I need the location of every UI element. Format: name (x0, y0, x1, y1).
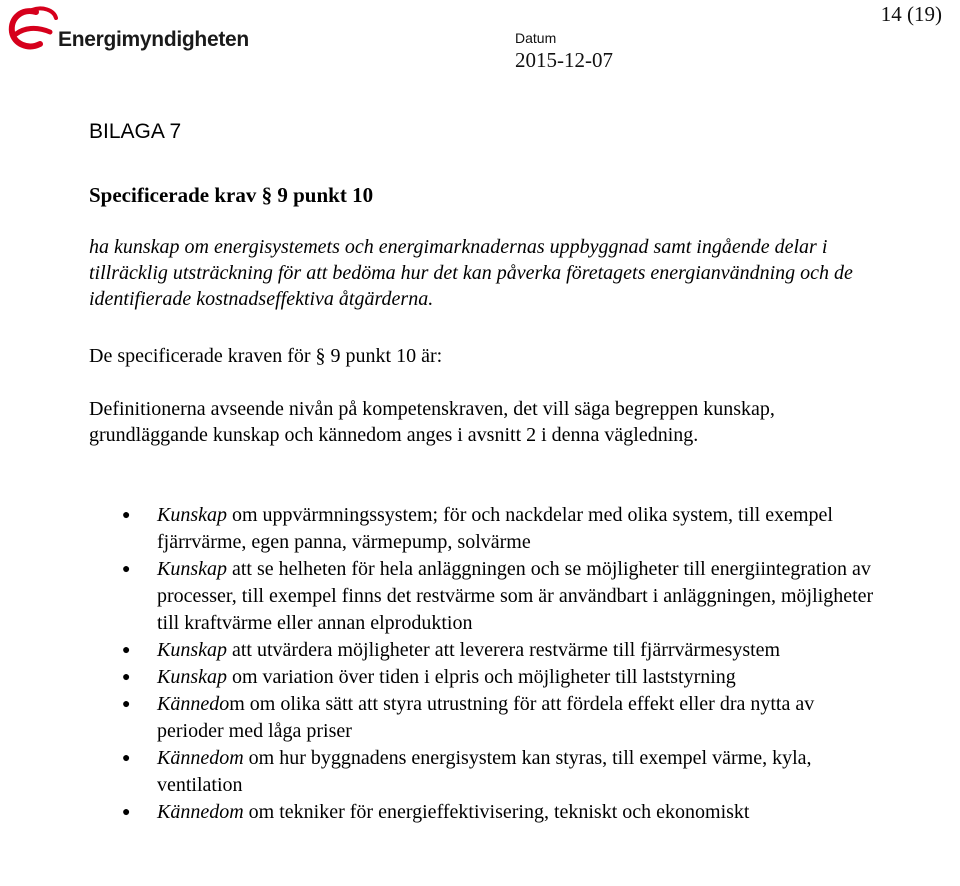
requirements-list (89, 502, 879, 826)
list-item (89, 745, 879, 799)
definitions-paragraph: Definitionerna avseende nivån på kompetenskraven, det vill säga begreppen kunskap, grundläggande kunskap och kännedom anges i avsnitt 2 i denna vägledning. (89, 398, 775, 446)
list-item (89, 799, 879, 826)
requirement-keyword: Kunskap (157, 558, 227, 580)
requirement-keyword: Kännedom (157, 747, 244, 769)
requirement-text: att utvärdera möjligheter att leverera restvärme till fjärrvärmesystem (227, 639, 781, 661)
date-value: 2015-12-07 (515, 48, 613, 72)
requirement-keyword: Kännedom (157, 801, 244, 823)
requirement-keyword: Kunskap (157, 666, 227, 688)
energimyndigheten-logo (6, 4, 249, 54)
list-item (89, 691, 879, 745)
page-number: 14 (19) (880, 2, 942, 26)
list-item (89, 664, 879, 691)
bullet-dot-icon: ● (122, 805, 131, 820)
requirement-keyword: Kännedo (157, 693, 230, 715)
intro-paragraph: ha kunskap om energisystemets och energimarknadernas uppbyggnad samt ingående delar i tillräcklig utsträckning för att bedöma hur det kan påverka företagets energianvändning och de identifierade kostnadseffektiva åtgärderna. (89, 236, 853, 310)
bullet-dot-icon: ● (122, 562, 131, 577)
bullet-dot-icon: ● (122, 508, 131, 523)
requirement-text: om variation över tiden i elpris och möjligheter till laststyrning (227, 666, 736, 688)
bullet-dot-icon: ● (122, 751, 131, 766)
bullet-dot-icon: ● (122, 697, 131, 712)
requirement-text: om hur byggnadens energisystem kan styras, till exempel värme, kyla, ventilation (157, 747, 812, 796)
logo-wordmark: Energimyndigheten (58, 28, 249, 51)
requirement-keyword: Kunskap (157, 504, 227, 526)
logo-swoosh-icon (6, 4, 62, 54)
requirement-text: om tekniker för energieffektivisering, tekniskt och ekonomiskt (243, 801, 750, 823)
list-item (89, 556, 879, 637)
requirement-keyword: Kunskap (157, 639, 227, 661)
requirement-text: att se helheten för hela anläggningen och se möjligheter till energiintegration av processer, till exempel finns det restvärme som är användbart i anläggningen, möjligheter till kraftvärme eller annan elproduktion (157, 558, 874, 634)
lead-sentence: De specificerade kraven för § 9 punkt 10 är: (89, 345, 443, 367)
requirement-text: m om olika sätt att styra utrustning för att fördela effekt eller dra nytta av perioder med låga priser (157, 693, 815, 742)
list-item (89, 502, 879, 556)
bullet-dot-icon: ● (122, 643, 131, 658)
section-heading: Specificerade krav § 9 punkt 10 (89, 183, 374, 207)
requirement-text: om uppvärmningssystem; för och nackdelar med olika system, till exempel fjärrvärme, egen panna, värmepump, solvärme (157, 504, 833, 553)
bullet-dot-icon: ● (122, 670, 131, 685)
list-item (89, 637, 879, 664)
appendix-title: BILAGA 7 (89, 120, 182, 143)
date-label: Datum (515, 30, 557, 46)
